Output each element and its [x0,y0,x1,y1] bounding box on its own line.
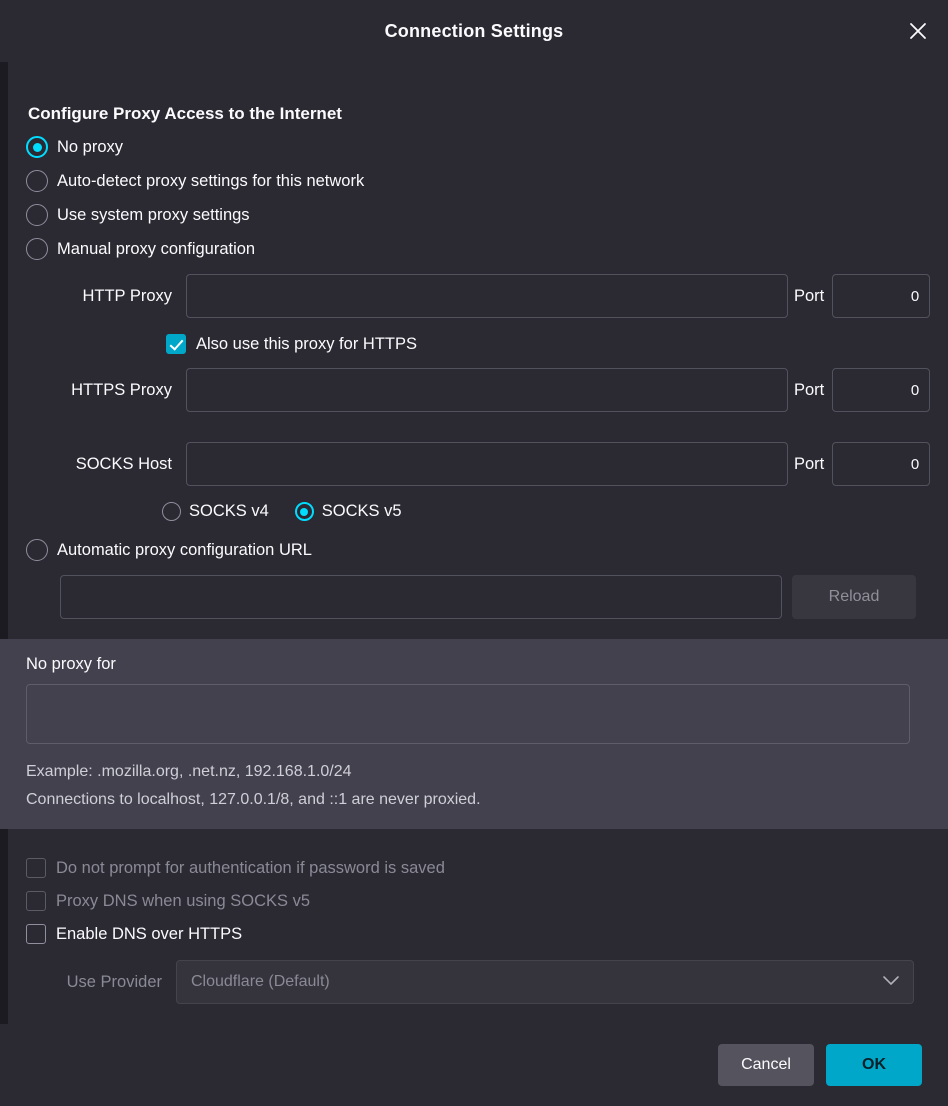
socks-port-label: Port [794,454,825,473]
socks-port-input[interactable] [832,442,930,486]
no-proxy-example: Example: .mozilla.org, .net.nz, 192.168.1.0/24 [26,763,352,780]
radio-pac-url-indicator[interactable] [26,539,48,561]
https-port-input[interactable] [832,368,930,412]
no-proxy-note: Connections to localhost, 127.0.0.1/8, and ::1 are never proxied. [26,791,481,808]
checkbox-proxy-dns-socks5[interactable] [26,891,948,911]
provider-row [0,960,948,1004]
provider-select[interactable] [176,960,914,1004]
radio-manual-proxy-label: Manual proxy configuration [57,239,256,258]
http-proxy-row [0,274,948,318]
also-use-https-label: Also use this proxy for HTTPS [196,334,417,353]
socks-host-input[interactable] [186,442,788,486]
also-use-https-checkbox[interactable] [0,334,948,354]
http-proxy-input[interactable] [186,274,788,318]
socks-host-row [0,442,948,486]
cancel-button[interactable]: Cancel [718,1044,814,1086]
radio-no-proxy-label: No proxy [57,137,124,156]
http-proxy-label: HTTP Proxy [82,286,172,305]
radio-auto-detect-label: Auto-detect proxy settings for this network [57,171,365,190]
close-icon[interactable] [896,9,940,53]
dialog-titlebar [0,0,948,62]
reload-button[interactable]: Reload [792,575,916,619]
https-proxy-input[interactable] [186,368,788,412]
no-proxy-for-panel [0,639,948,829]
ok-button[interactable]: OK [826,1044,922,1086]
chevron-down-icon [883,973,899,991]
radio-pac-url-label: Automatic proxy configuration URL [57,540,312,559]
radio-pac-url[interactable] [0,539,948,561]
https-port-label: Port [794,380,825,399]
https-proxy-row [0,368,948,412]
radio-no-proxy[interactable] [0,136,948,158]
provider-label: Use Provider [66,972,162,991]
checkbox-enable-doh-box[interactable] [26,924,46,944]
radio-socks-v5-label[interactable]: SOCKS v5 [321,502,402,520]
radio-socks-v4-label[interactable]: SOCKS v4 [189,502,269,520]
pac-url-input[interactable] [60,575,782,619]
checkbox-enable-doh-label: Enable DNS over HTTPS [56,924,243,943]
pac-url-row [0,575,948,619]
dialog-title: Connection Settings [384,20,564,41]
radio-auto-detect-indicator[interactable] [26,170,48,192]
checkbox-proxy-dns-socks5-label: Proxy DNS when using SOCKS v5 [56,891,311,910]
radio-manual-proxy-indicator[interactable] [26,238,48,260]
checkbox-no-auth-prompt[interactable] [26,858,948,878]
radio-no-proxy-indicator[interactable] [26,136,48,158]
also-use-https-checkbox-box[interactable] [166,334,186,354]
http-port-input[interactable] [832,274,930,318]
radio-system-proxy-label: Use system proxy settings [57,205,250,224]
socks-host-label: SOCKS Host [75,454,172,473]
page-title: Configure Proxy Access to the Internet [28,104,342,123]
checkbox-enable-doh[interactable] [26,924,948,944]
radio-system-proxy[interactable] [0,204,948,226]
checkbox-proxy-dns-socks5-box[interactable] [26,891,46,911]
radio-socks-v4-indicator[interactable] [162,502,181,521]
radio-system-proxy-indicator[interactable] [26,204,48,226]
https-proxy-label: HTTPS Proxy [71,380,172,399]
radio-auto-detect[interactable] [0,170,948,192]
radio-socks-v5-indicator[interactable] [295,502,314,521]
checkbox-no-auth-prompt-box[interactable] [26,858,46,878]
socks-version-group [0,502,948,521]
no-proxy-for-label: No proxy for [26,655,116,673]
provider-select-value: Cloudflare (Default) [191,973,330,990]
dialog-footer [0,1024,948,1106]
radio-manual-proxy[interactable] [0,238,948,260]
http-port-label: Port [794,286,825,305]
checkbox-no-auth-prompt-label: Do not prompt for authentication if password is saved [56,858,445,877]
no-proxy-for-textarea[interactable] [26,684,910,744]
dialog-body [0,62,948,1106]
advanced-options [0,829,948,944]
